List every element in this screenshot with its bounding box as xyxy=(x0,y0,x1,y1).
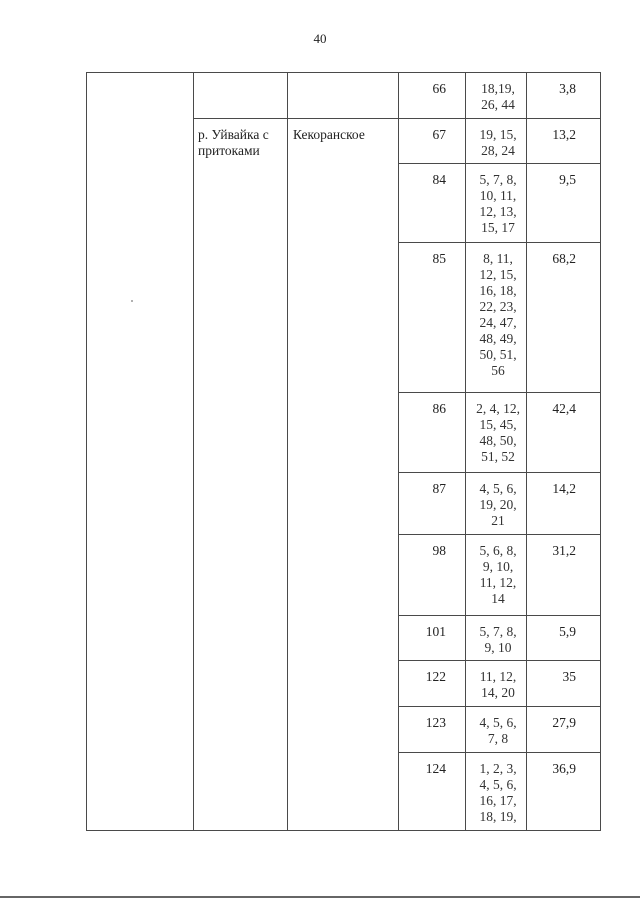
plot-numbers xyxy=(468,715,528,747)
table-border-top xyxy=(86,72,601,73)
plot-line: 5, 7, 8, xyxy=(479,624,517,639)
quarter-number: 124 xyxy=(425,761,446,776)
plot-line: 48, 49, xyxy=(479,331,517,346)
plot-line: 19, 15, xyxy=(479,127,517,142)
plot-line: 14 xyxy=(491,591,505,606)
area-value: 3,8 xyxy=(559,81,576,96)
row-divider xyxy=(398,534,601,535)
row-divider xyxy=(193,118,601,119)
area-value: 5,9 xyxy=(559,624,576,639)
row-divider xyxy=(398,615,601,616)
plot-line: 22, 23, xyxy=(479,299,517,314)
area-value: 68,2 xyxy=(552,251,576,266)
table-border-right xyxy=(600,72,601,830)
area-value: 13,2 xyxy=(552,127,576,142)
plot-line: 7, 8 xyxy=(487,731,509,746)
plot-line: 16, 17, xyxy=(479,793,517,808)
plot-numbers xyxy=(468,761,528,825)
plot-line: 10, 11, xyxy=(479,188,517,203)
plot-line: 50, 51, xyxy=(479,347,517,362)
area-value: 31,2 xyxy=(552,543,576,558)
plot-numbers xyxy=(468,127,528,159)
plot-line: 5, 7, 8, xyxy=(479,172,517,187)
page-number: 40 xyxy=(313,31,327,46)
quarter-number: 85 xyxy=(432,251,446,266)
site-name: Кекоранское xyxy=(293,127,365,142)
quarter-number: 66 xyxy=(432,81,446,96)
plot-line: 9, 10 xyxy=(484,640,512,655)
plot-numbers xyxy=(468,401,528,465)
plot-line: 24, 47, xyxy=(479,315,517,330)
area-value: 42,4 xyxy=(552,401,576,416)
plot-line: 16, 18, xyxy=(479,283,517,298)
quarter-number: 101 xyxy=(425,624,446,639)
plot-line: 12, 15, xyxy=(479,267,517,282)
plot-line: 19, 20, xyxy=(479,497,517,512)
river-name: р. Уйвайка с притоками xyxy=(198,127,269,158)
quarter-number: 84 xyxy=(432,172,446,187)
table-border-left xyxy=(86,72,87,830)
plot-numbers xyxy=(468,669,528,701)
plot-line: 11, 12, xyxy=(479,575,517,590)
plot-line: 4, 5, 6, xyxy=(479,481,517,496)
area-value: 35 xyxy=(562,669,576,684)
plot-line: 8, 11, xyxy=(483,251,513,266)
plot-line: 26, 44 xyxy=(481,97,515,112)
plot-line: 12, 13, xyxy=(479,204,517,219)
plot-line: 56 xyxy=(491,363,505,378)
plot-numbers xyxy=(468,543,528,607)
plot-line: 18,19, xyxy=(481,81,515,96)
plot-line: 1, 2, 3, xyxy=(479,761,517,776)
plot-numbers xyxy=(468,81,528,113)
table-border-bottom xyxy=(86,830,601,831)
row-divider xyxy=(398,163,601,164)
plot-line: 51, 52 xyxy=(481,449,515,464)
plot-numbers xyxy=(468,624,528,656)
page-bottom-rule xyxy=(0,896,640,898)
quarter-number: 123 xyxy=(425,715,446,730)
plot-line: 15, 45, xyxy=(479,417,517,432)
plot-line: 14, 20 xyxy=(481,685,515,700)
row-divider xyxy=(398,706,601,707)
plot-line: 21 xyxy=(491,513,505,528)
plot-numbers xyxy=(468,172,528,236)
plot-line: 15, 17 xyxy=(481,220,515,235)
plot-line: 28, 24 xyxy=(481,143,515,158)
row-divider xyxy=(398,242,601,243)
plot-line: 9, 10, xyxy=(482,559,514,574)
column-divider xyxy=(398,72,399,830)
row-divider xyxy=(398,472,601,473)
plot-line: 5, 6, 8, xyxy=(479,543,517,558)
quarter-number: 122 xyxy=(425,669,446,684)
column-divider xyxy=(465,72,466,830)
plot-line: 4, 5, 6, xyxy=(479,777,517,792)
row-divider xyxy=(398,660,601,661)
quarter-number: 87 xyxy=(432,481,446,496)
plot-line: 4, 5, 6, xyxy=(479,715,517,730)
area-value: 27,9 xyxy=(552,715,576,730)
area-value: 36,9 xyxy=(552,761,576,776)
column-divider xyxy=(193,72,194,830)
quarter-number: 98 xyxy=(432,543,446,558)
quarter-number: 86 xyxy=(432,401,446,416)
plot-numbers xyxy=(468,251,528,379)
plot-numbers xyxy=(468,481,528,529)
column-divider xyxy=(287,72,288,830)
plot-line: 2, 4, 12, xyxy=(476,401,520,416)
row-divider xyxy=(398,392,601,393)
row-divider xyxy=(398,752,601,753)
area-value: 14,2 xyxy=(552,481,576,496)
quarter-number: 67 xyxy=(432,127,446,142)
plot-line: 48, 50, xyxy=(479,433,517,448)
plot-line: 11, 12, xyxy=(479,669,517,684)
scan-speck xyxy=(131,300,133,302)
plot-line: 18, 19, xyxy=(479,809,517,824)
area-value: 9,5 xyxy=(559,172,576,187)
